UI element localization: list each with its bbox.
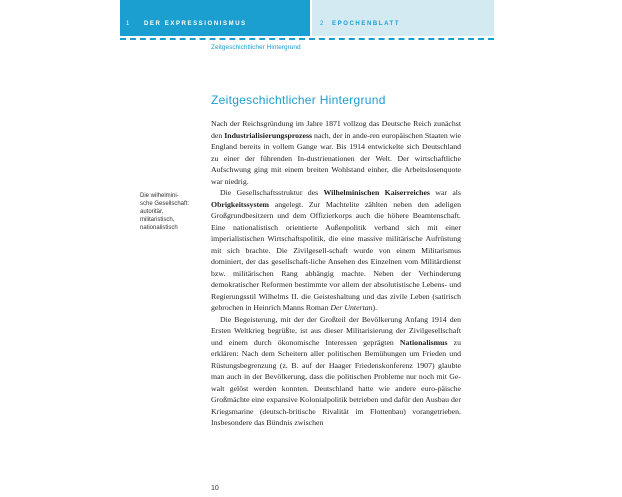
margin-note-line: sche Gesellschaft: — [140, 201, 190, 207]
keyword-nationalismus: Nationalismus — [399, 337, 448, 347]
margin-note-line: autoritär, — [140, 209, 164, 215]
body-text — [211, 118, 461, 429]
text-run: ). — [372, 303, 378, 312]
running-head: Zeitgeschichtlicher Hintergrund — [211, 44, 301, 51]
chapter-tab-label: DER EXPRESSIONISMUS — [144, 21, 247, 27]
paragraph-1 — [211, 118, 461, 187]
chapter-tab-number: 1 — [126, 21, 131, 27]
keyword-industrialisierung: Industrialisierungsprozess — [224, 130, 313, 140]
epochenblatt-tab-number: 2 — [320, 21, 325, 27]
dashed-divider — [120, 38, 494, 40]
text-run: angelegt. Zur Machtelite zählten neben den adeligen Großgrundbesitzern und dem Offizierkorps auch die höhere Beamtenschaft. Eine nationalistisch orientierte Außenpolitik verband sich mit einer imperialistischen Wirtschaftspolitik, die eine massive militärische Aufrüstung mit sich brachte. Die Zivilgesell-schaft wurde von einem Militarismus dominiert, der das gesellschaft-liche Ansehen des Einzelnen vom Militärdienst bzw. militärischen Rang abhängig machte. Neben der Verhinderung demokratischer Reformen bestimmte vor allem der absolutistische Lebens- und Regierungsstil Wilhelms II. die Geisteshaltung und das zivile Leben (satirisch gebrochen in Heinrich Manns Roman — [211, 199, 461, 312]
keyword-kaiserreich: Wilhelminischen Kaiserreiches — [323, 188, 430, 197]
text-run: Nach der Reichsgründung im Jahre 1871 vollzog das Deutsche Reich zunächst den — [211, 119, 461, 140]
paragraph-2 — [211, 187, 461, 314]
book-title: Der Untertan — [330, 303, 373, 312]
text-run: war als — [429, 188, 462, 197]
margin-note — [140, 192, 206, 232]
margin-note-line: Die wilhelmini- — [140, 193, 179, 199]
margin-note-line: militaristisch, — [140, 217, 175, 223]
text-run: zu erklären: Nach dem Scheitern aller politischen Bemühungen um Frieden und Rüstungsbegrenzung (z. B. auf der Haager Friedenskonferenz 1907) glaubte man auch in der Bevölkerung, dass die politischen Probleme nur noch mit Ge-walt gelöst werden konnten. Deutschland hatte wie andere euro-päische Großmächte eine expansive Kolonialpolitik betrieben und dafür den Ausbau der Kriegsmarine (deutsch-britische Rivalität im Flottenbau) vorangetrieben. Insbesondere das Bündnis zwischen — [211, 337, 461, 427]
text-run: nach, der in ande-ren europäischen Staaten wie England bereits in vollem Gange war. Bis 1914 entwickelte sich Deutschland zu einer der führenden In-dustrienationen der Welt. Der wirtschaftliche Aufschwung ging mit einem breiten Wohlstand einher, die Arbeitslosenquote war niedrig. — [211, 130, 461, 186]
text-run: Die Begeisterung, mit der der Großteil der Bevölkerung Anfang 1914 den Ersten Weltkrieg begrüßte, ist aus dieser Militarisierung der Zivilgesellschaft und einem durch ökonomische Interessen geprägten — [211, 314, 461, 347]
section-title: Zeitgeschichtlicher Hintergrund — [211, 93, 386, 107]
keyword-obrigkeitssystem: Obrigkeitssystem — [211, 199, 270, 209]
chapter-header — [120, 0, 494, 36]
margin-note-line: nationalistisch — [140, 225, 178, 231]
epochenblatt-tab-label: EPOCHENBLATT — [332, 21, 401, 27]
chapter-tab-epochenblatt[interactable] — [312, 0, 494, 36]
paragraph-3 — [211, 314, 461, 429]
text-run: Die Gesellschaftsstruktur des — [220, 188, 324, 197]
page-number: 10 — [211, 485, 219, 492]
chapter-tab-active[interactable] — [120, 0, 310, 36]
